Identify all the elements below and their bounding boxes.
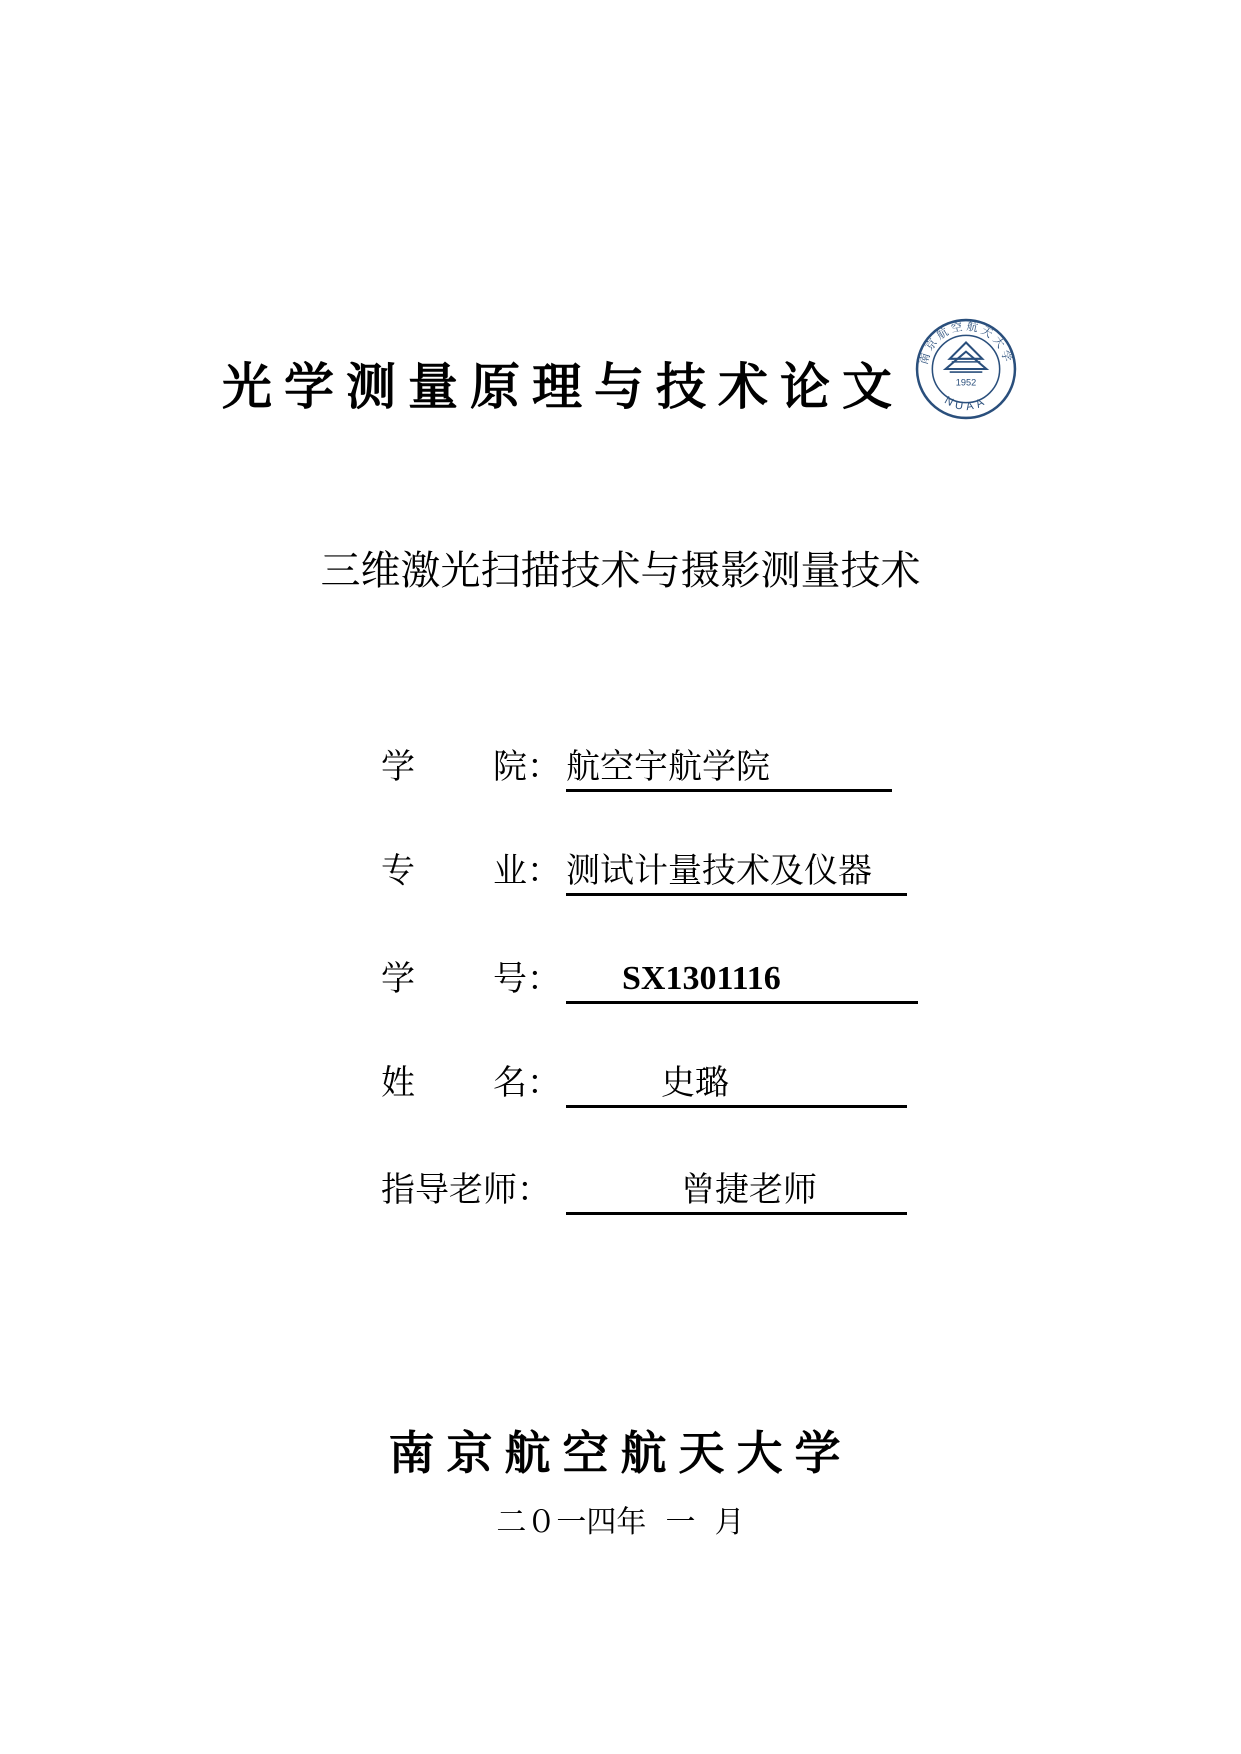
nuaa-seal-icon — [915, 318, 1017, 420]
student-id-value: SX1301116 — [622, 960, 781, 997]
svg-text:NUAA: NUAA — [942, 394, 990, 414]
svg-text:南京航空航天大学: 南京航空航天大学 — [917, 319, 1015, 366]
submission-date: 二０一四年 一 月 — [496, 1505, 745, 1540]
college-value-underline — [566, 742, 892, 792]
advisor-value-underline — [566, 1165, 907, 1215]
name-value: 史璐 — [661, 1063, 729, 1103]
student-id-value-underline — [566, 954, 918, 1004]
thesis-category-title: 光学测量原理与技术论文 — [222, 358, 904, 416]
college-value: 航空宇航学院 — [566, 747, 770, 787]
thesis-title: 三维激光扫描技术与摄影测量技术 — [320, 548, 921, 594]
name-value-underline — [566, 1058, 907, 1108]
field-label: 专 业： — [381, 851, 561, 891]
major-value: 测试计量技术及仪器 — [566, 851, 872, 891]
major-value-underline — [566, 846, 907, 896]
field-label: 姓 名： — [381, 1063, 561, 1103]
field-label: 学 院： — [381, 747, 561, 787]
field-label: 指导老师： — [381, 1170, 551, 1210]
field-label: 学 号： — [381, 959, 561, 999]
svg-text:1952: 1952 — [955, 377, 977, 388]
university-name: 南京航空航天大学 — [388, 1426, 853, 1480]
advisor-value: 曾捷老师 — [681, 1170, 817, 1210]
